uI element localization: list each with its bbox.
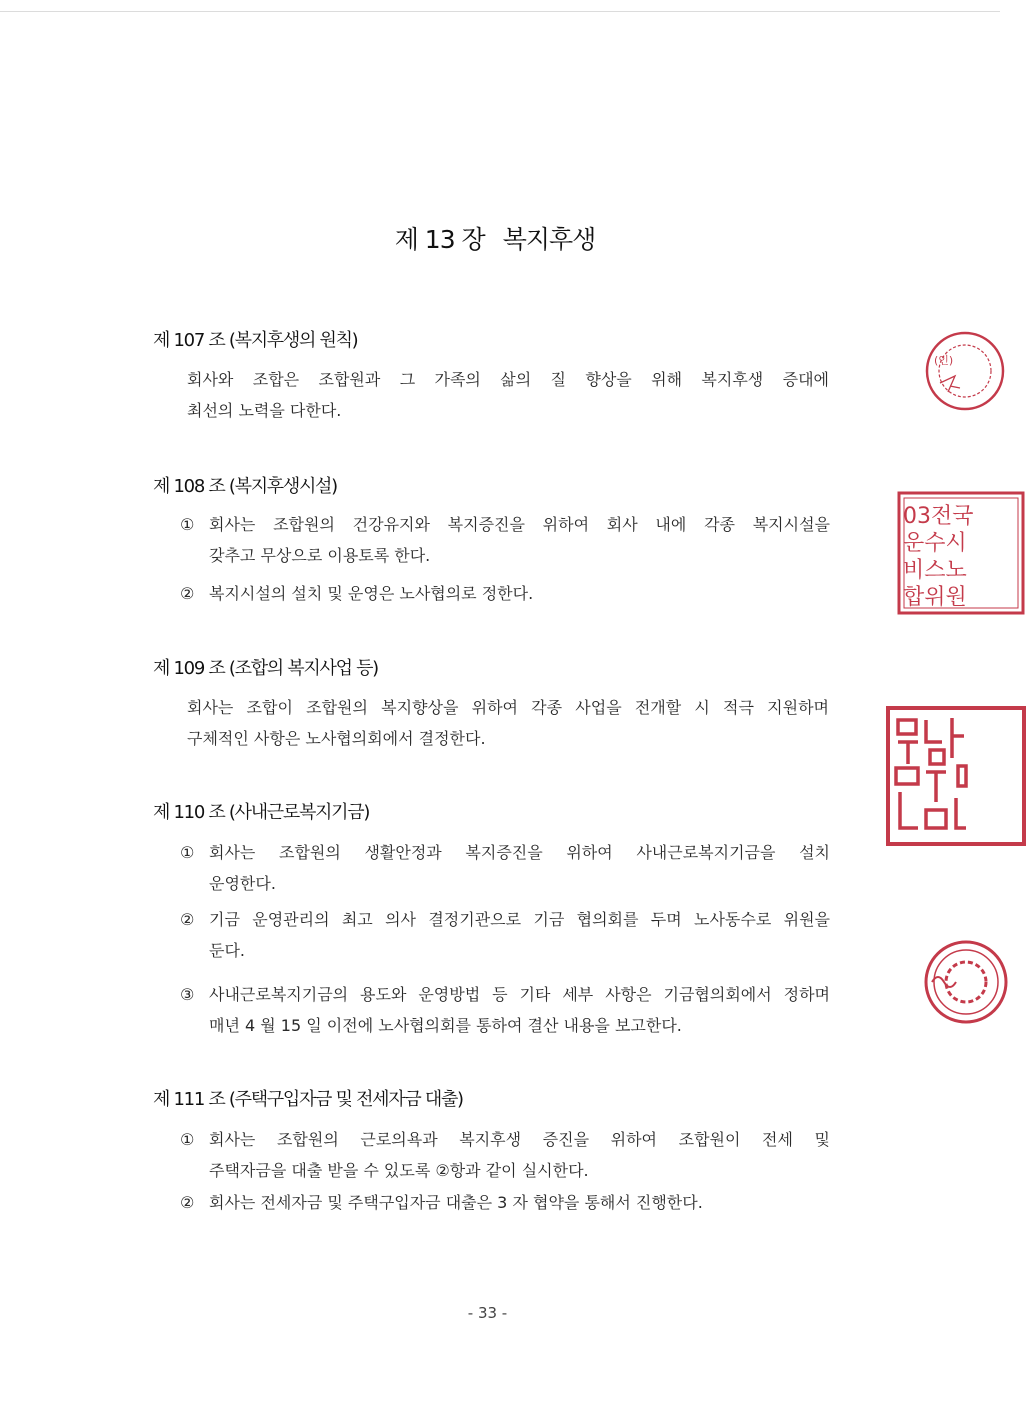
article-110-title: 제 110 조 (사내근로복지기금)	[153, 802, 370, 823]
item-number: ③	[180, 985, 195, 1004]
chapter-heading	[0, 220, 990, 256]
item-line: 회사는 전세자금 및 주택구입자금 대출은 3 자 협약을 통해서 진행한다.	[209, 1193, 703, 1212]
seal-text: 운수시	[903, 531, 967, 556]
article-111-title: 제 111 조 (주택구입자금 및 전세자금 대출)	[153, 1089, 463, 1110]
item-number: ①	[180, 1130, 195, 1149]
article-110-item-1	[180, 837, 830, 899]
article-111-item-1	[180, 1124, 830, 1186]
svg-text:(인): (인)	[934, 354, 954, 367]
item-number: ②	[180, 584, 195, 603]
scan-edge-line	[0, 11, 1000, 12]
round-seal-stamp	[920, 328, 964, 414]
item-number: ②	[180, 910, 195, 929]
item-number: ①	[180, 515, 195, 534]
item-line: 운영한다.	[209, 874, 276, 893]
item-line: 주택자금을 대출 받을 수 있도록 ②항과 같이 실시한다.	[209, 1161, 589, 1180]
article-109-line-1: 회사는 조합이 조합원의 복지향상을 위하여 각종 사업을 전개할 시 적극 지원하며	[187, 698, 829, 717]
item-line: 사내근로복지기금의 용도와 운영방법 등 기타 세부 사항은 기금협의회에서 정하며	[209, 985, 830, 1004]
page-number: - 33 -	[467, 1304, 508, 1322]
item-line: 갖추고 무상으로 이용토록 한다.	[209, 546, 431, 565]
item-line: 복지시설의 설치 및 운영은 노사협의로 정한다.	[209, 584, 534, 603]
article-108-title: 제 108 조 (복지후생시설)	[153, 476, 337, 497]
item-line: 매년 4 월 15 일 이전에 노사협의회를 통하여 결산 내용을 보고한다.	[209, 1016, 682, 1035]
article-110-item-2	[180, 904, 830, 966]
article-107-line-1: 회사와 조합은 조합원과 그 가족의 삶의 질 향상을 위해 복지후생 증대에	[187, 370, 829, 389]
article-108-item-2	[180, 578, 830, 609]
item-line: 회사는 조합원의 근로의욕과 복지후생 증진을 위하여 조합원이 전세 및	[209, 1130, 830, 1149]
square-seal-stamp	[886, 706, 964, 846]
article-108-item-1	[180, 509, 830, 571]
chapter-title: 복지후생	[502, 225, 596, 254]
item-number: ②	[180, 1193, 195, 1212]
item-number: ①	[180, 843, 195, 862]
item-line: 회사는 조합원의 생활안정과 복지증진을 위하여 사내근로복지기금을 설치	[209, 843, 830, 862]
chapter-number: 제 13 장	[394, 225, 485, 254]
article-109-title: 제 109 조 (조합의 복지사업 등)	[153, 658, 378, 679]
item-line: 기금 운영관리의 최고 의사 결정기관으로 기금 협의회를 두며 노사동수로 위원을	[209, 910, 830, 929]
article-107-title: 제 107 조 (복지후생의 원칙)	[153, 330, 358, 351]
article-111-item-2	[180, 1187, 830, 1218]
item-line: 회사는 조합원의 건강유지와 복지증진을 위하여 회사 내에 각종 복지시설을	[209, 515, 830, 534]
seal-text: 합위원	[903, 585, 967, 610]
article-110-item-3	[180, 979, 830, 1041]
article-109-line-2: 구체적인 사항은 노사협의회에서 결정한다.	[187, 729, 486, 748]
round-seal-stamp-2	[922, 938, 964, 1026]
item-line: 둔다.	[209, 941, 245, 960]
article-107-line-2: 최선의 노력을 다한다.	[187, 401, 342, 420]
seal-text: 비스노	[903, 558, 967, 583]
seal-text: 03전국	[903, 504, 974, 529]
union-seal-stamp	[896, 490, 974, 616]
